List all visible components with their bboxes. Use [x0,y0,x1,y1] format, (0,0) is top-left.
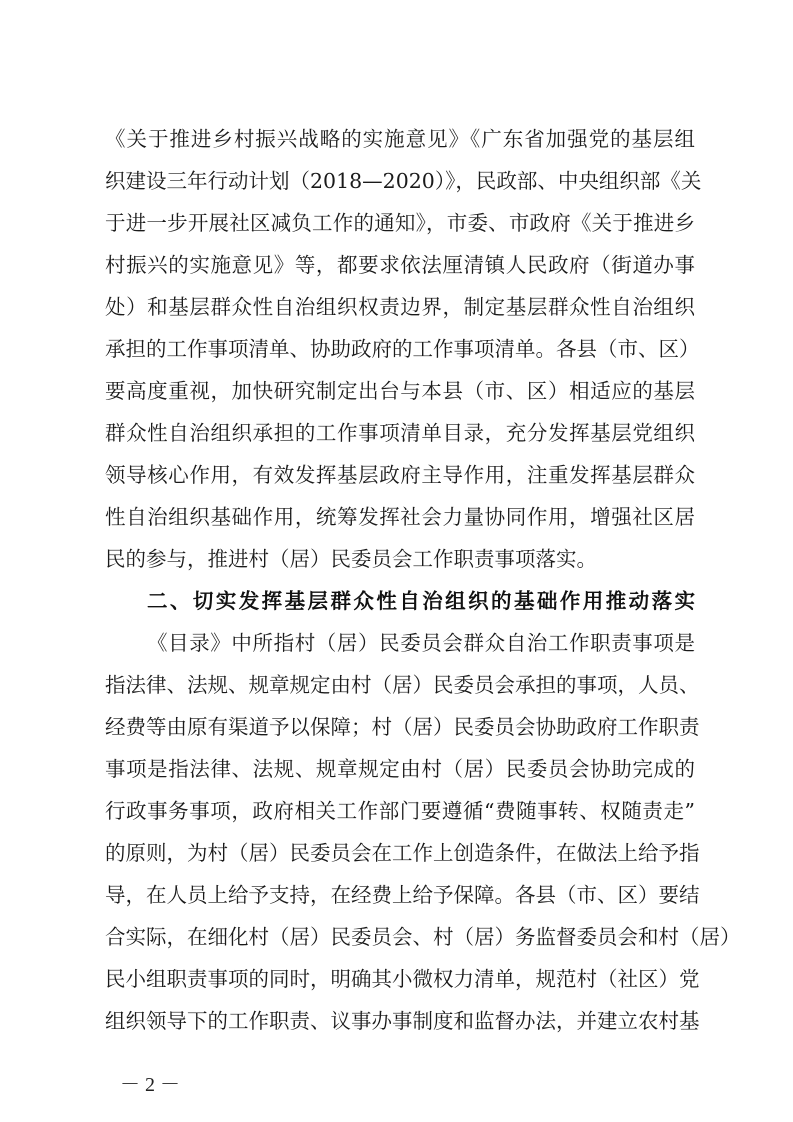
paragraph-line: 承担的工作事项清单、协助政府的工作事项清单。各县（市、区） [105,337,700,361]
paragraph-line: 组织领导下的工作职责、议事办事制度和监督办法，并建立农村基 [105,1009,700,1033]
paragraph-line: 要高度重视，加快研究制定出台与本县（市、区）相适应的基层 [105,379,695,403]
paragraph-line: 《目录》中所指村（居）民委员会群众自治工作职责事项是 [147,631,695,655]
paragraph-line: 事项是指法律、法规、规章规定由村（居）民委员会协助完成的 [105,757,695,781]
paragraph-line: 性自治组织基础作用，统筹发挥社会力量协同作用，增强社区居 [105,505,695,529]
paragraph-line: 指法律、法规、规章规定由村（居）民委员会承担的事项，人员、 [105,673,700,697]
paragraph-line: 导，在人员上给予支持，在经费上给予保障。各县（市、区）要结 [105,883,700,907]
paragraph-line: 群众性自治组织承担的工作事项清单目录，充分发挥基层党组织 [105,421,695,445]
paragraph-line: 行政事务事项，政府相关工作部门要遵循“费随事转、权随责走” [105,799,695,823]
paragraph-line: 《关于推进乡村振兴战略的实施意见》《广东省加强党的基层组 [105,127,695,151]
paragraph-line: 民小组职责事项的同时，明确其小微权力清单，规范村（社区）党 [105,967,700,991]
paragraph-line: 于进一步开展社区减负工作的通知》，市委、市政府《关于推进乡 [105,211,695,235]
paragraph-line: 合实际，在细化村（居）民委员会、村（居）务监督委员会和村（居） [105,925,741,949]
paragraph-line: 的原则，为村（居）民委员会在工作上创造条件，在做法上给予指 [105,841,700,865]
paragraph-line: 经费等由原有渠道予以保障；村（居）民委员会协助政府工作职责 [105,715,700,739]
paragraph-line: 村振兴的实施意见》等，都要求依法厘清镇人民政府（街道办事 [105,253,695,277]
page-number: － 2 － [120,1074,180,1096]
paragraph-line: 领导核心作用，有效发挥基层政府主导作用，注重发挥基层群众 [105,463,695,487]
paragraph-line: 处）和基层群众性自治组织权责边界，制定基层群众性自治组织 [105,295,695,319]
paragraph-line: 织建设三年行动计划（2018—2020）》，民政部、中央组织部《关 [105,169,702,193]
paragraph-line: 民的参与，推进村（居）民委员会工作职责事项落实。 [105,547,597,571]
section-heading: 二、切实发挥基层群众性自治组织的基础作用推动落实 [147,589,695,613]
